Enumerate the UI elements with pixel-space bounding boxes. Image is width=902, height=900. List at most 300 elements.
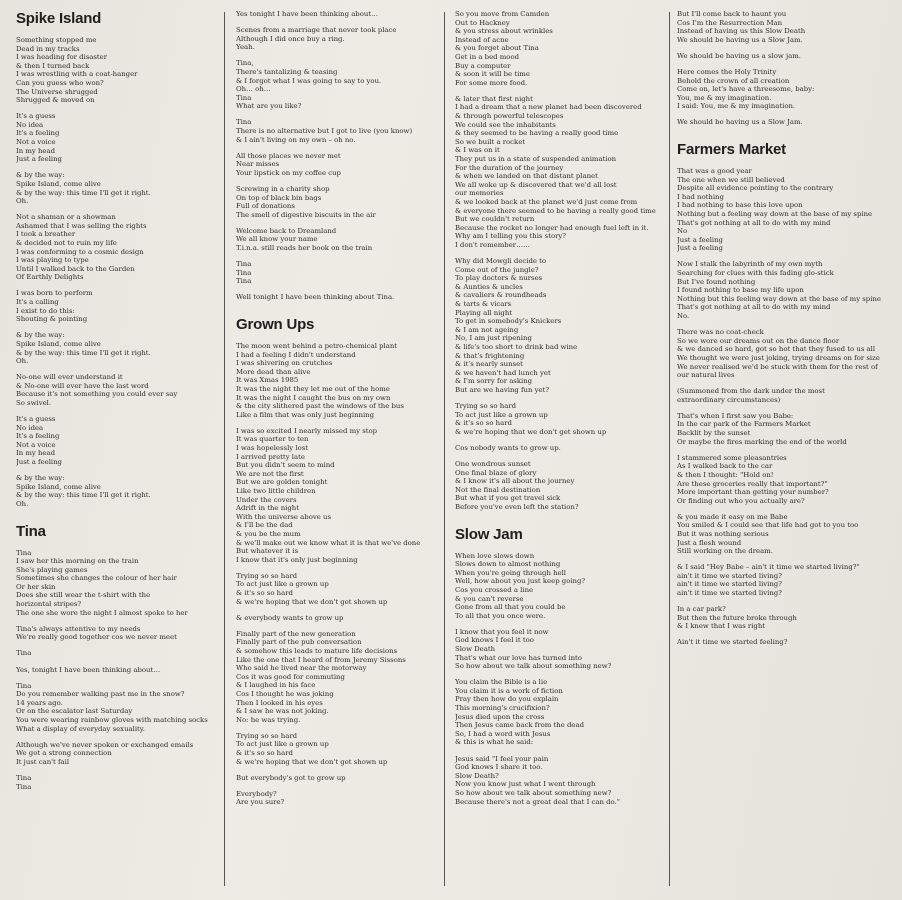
lyric-line: But everybody's got to grow up [236,773,346,782]
lyric-line: Do you remember walking past me in the snow? [16,690,185,699]
lyric-line: Or maybe the fires marking the end of the world [677,437,847,446]
lyric-line: Then Jesus came back from the dead [455,721,584,730]
lyric-line: Slow Death [455,645,496,653]
lyric-line: But you didn't seem to mind [236,461,335,470]
lyric-line: I had nothing to base this love upon [677,201,803,210]
lyric-line: No, I am just ripening [455,334,532,343]
lyric-line: Ain't it time we started feeling? [677,638,788,647]
stanza [236,293,450,302]
lyric-line: Your lipstick on my coffee cup [236,168,341,177]
stanza [16,213,230,282]
lyric-line: & that's frightening [455,351,525,360]
lyric-line: & you be the mum [236,530,301,538]
lyric-line: & I said "Hey Babe – ain't it time we started living?" [677,563,860,572]
stanza [455,444,669,453]
lyric-line: Something stopped me [16,36,97,44]
lyric-line: & the city slithered past the windows of the bus [236,402,404,411]
lyric-line: Or finding out who you actually are? [677,496,805,505]
stanza [677,605,891,631]
lyric-line: It's a guess [16,415,56,424]
lyric-line: & I was on it [455,146,500,155]
lyric-line: & you stress about wrinkles [455,27,553,36]
lyric-line: Finally part of the new generation [236,629,356,638]
lyrics-column-3 [455,10,669,820]
lyric-line: & you can't reverse [455,594,524,603]
stanza [677,454,891,506]
lyric-line: The smell of digestive biscuits in the air [236,210,376,219]
lyric-line: When you're going through hell [455,568,567,577]
lyric-line: That was a good year [677,167,752,176]
lyric-line: With the universe above us [236,512,331,521]
lyric-line: The Universe shrugged [16,87,98,96]
lyric-line: Cos you crossed a line [455,585,534,594]
lyric-line: Although I did once buy a ring. [236,34,345,43]
stanza [236,185,450,219]
lyric-line: Here comes the Holy Trinity [677,67,777,76]
lyric-line: You claim it is a work of fiction [455,686,563,695]
lyric-line: Tina [236,260,252,269]
lyric-line: In my head [16,449,56,458]
lyric-line: I don't remember…… [455,240,530,249]
lyric-line: We should be having us a Slow Jam. [677,35,803,44]
lyric-line: Oh. [16,499,29,508]
lyric-line: Who said he lived near the motorway [236,664,367,673]
lyric-line: Although we've never spoken or exchanged emails [16,740,194,749]
lyric-line: You were wearing rainbow gloves with matching socks [16,716,208,724]
stanza [677,638,891,647]
lyric-line: Tina, [236,59,254,68]
lyric-line: The moon went behind a petro-chemical plant [236,342,398,351]
song-block [16,523,230,792]
lyric-line: Everybody? [236,789,277,798]
lyric-line: Trying so so hard [236,571,298,580]
lyric-line: Of Earthly Delights [16,273,84,282]
lyric-line: Not a voice [16,440,56,449]
lyric-line: Spike Island, come alive [16,482,101,491]
lyric-line: Spike Island, come alive [16,339,101,348]
lyric-line: So we wore our dreams out on the dance floor [677,336,840,345]
lyric-line: Now I stalk the labyrinth of my own myth [677,260,823,269]
lyric-line: Buy a computer [455,61,511,70]
lyric-line: Not the final destination [455,485,541,494]
stanza [236,630,450,725]
stanza [677,10,891,44]
song-block [16,10,230,509]
lyric-line: Tina [16,782,32,791]
lyric-line: When love slows down [455,551,535,560]
lyric-line: You claim the Bible is a lie [455,678,548,687]
lyric-line: Welcome back to Dreamland [236,226,337,235]
song-block [455,526,669,807]
lyric-line: Not a voice [16,138,56,147]
lyric-line: & we'll make out we know what it is that we've done [236,538,421,547]
lyric-line: On top of black bin bags [236,193,322,202]
lyric-line: Oh. [16,197,29,206]
lyric-line: Or her skin [16,582,56,591]
lyric-line: In a car park? [677,605,726,614]
lyric-line: (Summoned from the dark under the most [677,387,825,396]
lyric-line: Tina [236,268,252,277]
song-title: Farmers Market [677,141,786,159]
lyric-line: Instead of having us this Slow Death [677,27,806,36]
stanza [236,118,450,144]
lyric-line: Get in a bed mood [455,52,520,61]
lyric-line: & I forgot what I was going to say to you. [236,76,382,85]
stanza [16,474,230,508]
stanza [677,412,891,446]
lyric-line: ain't it time we started living? [677,580,782,589]
lyric-line: In the car park of the Farmers Market [677,420,811,429]
lyric-line: Just a feeling [16,155,62,164]
lyric-line: But are we having fun yet? [455,385,550,394]
stanza [16,549,230,618]
lyric-line: 14 years ago. [16,698,63,707]
lyric-line: We should be having us a slow jam. [677,51,801,60]
lyric-line: & tarts & vicars [455,300,512,308]
lyric-line: I stammered some pleasantries [677,453,787,462]
lyric-line: & life's too short to drink bad wine [455,342,578,351]
stanza [455,402,669,436]
lyric-line: We are not the first [236,469,304,478]
lyric-line: & No-one will ever have the last word [16,381,149,390]
lyric-line: Just a feeling [16,458,62,467]
stanza [236,260,450,286]
stanza [236,26,450,52]
lyric-line: We got a strong connection [16,749,112,758]
stanza [455,257,669,395]
lyric-line: As I walked back to the car [677,462,773,471]
lyric-line: But then the future broke through [677,613,797,622]
lyric-line: & I laughed in his face [236,681,316,690]
lyric-line: She's playing games [16,565,88,574]
lyric-line: That's when I first saw you Babe: [677,411,794,420]
lyric-line: To all that you once were. [455,611,546,620]
stanza [455,552,669,621]
lyric-line: Despite all evidence pointing to the contrary [677,184,834,193]
lyric-line: To act just like a grown up [236,580,329,589]
stanza [16,682,230,734]
lyric-line: Jesus died upon the cross [455,712,545,721]
lyric-line: The one she wore the night I almost spoke to her [16,608,188,617]
stanza [677,260,891,320]
lyric-line: Scenes from a marriage that never took place [236,26,397,35]
lyric-line: So how about we talk about something new? [455,788,612,797]
song-continuation [236,10,450,302]
song-continuation [455,10,669,512]
stanza [455,10,669,87]
lyric-line: It was Xmas 1985 [236,376,299,385]
lyric-line: Like a film that was only just beginning [236,410,375,419]
lyric-line: It's a guess [16,112,56,121]
lyric-line: Tina [16,548,32,557]
lyric-line: The one when we still believed [677,175,785,184]
lyric-line: & then I turned back [16,61,90,70]
lyric-line: & then I thought: "Hold on! [677,470,774,479]
lyric-line: We thought we were just joking, trying dreams on for size [677,353,880,362]
lyric-line: our memories [455,189,504,198]
lyric-line: horizontal stripes? [16,600,82,609]
lyric-line: It was the night I caught the bus on my own [236,393,391,402]
stanza [16,649,230,658]
stanza [236,59,450,111]
lyric-line: Tina [16,773,32,782]
lyric-line: So how about we talk about something new? [455,662,612,671]
stanza [677,167,891,253]
lyric-line: Cos I'm the Resurrection Man [677,18,783,27]
lyric-line: Dead in my tracks [16,44,80,53]
lyric-line: Ashamed that I was selling the rights [16,221,147,230]
stanza [16,774,230,791]
lyric-line: & it's so so hard [455,419,512,428]
lyric-line: But what if you get travel sick [455,494,561,503]
stanza [455,678,669,747]
lyric-line: God knows I feel it too [455,636,534,645]
lyric-line: It was quarter to ten [236,435,309,444]
lyric-line: Like two little children [236,487,316,496]
lyric-line: Does she still wear the t-shirt with the [16,591,151,600]
lyric-line: Well, how about you just keep going? [455,577,586,586]
lyric-line: Behold the crown of all creation [677,76,790,85]
lyric-line: Pray then how do you explain [455,695,559,704]
lyric-line: Just a feeling [677,235,723,244]
lyric-line: For some more food. [455,78,528,87]
lyric-line: It just can't fail [16,757,70,766]
lyric-line: There is no alternative but I got to live (you know) [236,127,413,136]
lyric-line: Full of donations [236,202,295,211]
lyric-line: Come on, let's have a threesome, baby: [677,85,815,94]
lyric-line: & later that first night [455,94,533,103]
lyrics-column-2 [236,10,450,821]
lyric-line: There's tantalizing & teasing [236,67,338,76]
lyric-line: Now you know just what I went through [455,780,596,789]
lyric-line: Playing all night [455,308,513,317]
lyric-line: Tina [236,93,252,102]
lyric-line: Tina [236,118,252,127]
stanza [236,614,450,623]
stanza [16,331,230,365]
lyric-line: But we couldn't return [455,215,535,224]
lyric-line: What are you like? [236,102,302,111]
lyric-line: That's what our love has turned into [455,653,582,662]
lyric-line: & it's so so hard [236,749,293,758]
stanza [677,118,891,127]
lyric-line: I know that you feel it now [455,627,549,636]
lyrics-column-1 [16,10,230,805]
lyric-line: So you move from Camden [455,10,550,18]
lyric-line: It was the night they let me out of the home [236,385,390,393]
lyric-line: Under the covers [236,495,297,504]
stanza [677,52,891,61]
lyric-line: & through powerful telescopes [455,112,564,121]
lyric-line: I had a feeling I didn't understand [236,350,356,359]
lyric-line: I arrived pretty late [236,452,305,461]
lyric-line: I was conforming to a cosmic design [16,247,144,256]
lyric-line: In my head [16,146,56,155]
lyric-line: Are these groceries really that important?" [677,479,828,488]
stanza [455,95,669,250]
stanza [16,741,230,767]
lyric-line: Still working on the dream. [677,547,773,556]
lyric-line: We all woke up & discovered that we'd all lost [455,180,617,189]
stanza [455,460,669,512]
lyric-line: & by the way: [16,474,65,483]
lyric-line: No idea [16,423,44,432]
lyric-line: Cos I thought he was joking [236,690,334,698]
lyric-line: I took a breather [16,230,76,239]
lyric-line: No: he was trying. [236,715,301,724]
lyric-line: Gone from all that you could be [455,603,566,612]
song-title: Tina [16,522,46,540]
lyric-line: But whatever it is [236,547,299,556]
lyric-line: & we danced so hard, got so hot that they fused to us all [677,345,876,354]
lyric-line: So we built a rocket [455,137,526,146]
lyric-line: Like the one that I heard of from Jeremy Sissons [236,655,406,664]
stanza [16,112,230,164]
lyric-line: Are you sure? [236,798,285,807]
lyric-line: No. [677,312,690,321]
stanza [16,373,230,407]
lyric-line: Because it's not something you could ever say [16,390,178,399]
lyric-line: More dead than alive [236,367,311,376]
lyric-line: & we looked back at the planet we'd just come from [455,197,638,206]
lyric-line: To get in somebody's Knickers [455,317,562,326]
lyric-line: For the duration of the journey [455,163,564,172]
lyric-line: & everybody wants to grow up [236,613,344,622]
lyric-line: That's got nothing at all to do with my mind [677,218,831,227]
lyric-line: Why did Mowgli decide to [455,257,547,266]
lyric-line: We never realised we'd be stuck with them for the rest of [677,362,878,371]
lyric-line: It's a feeling [16,129,60,138]
lyric-line: To play doctors & nurses [455,274,543,283]
lyric-line: & by the way: [16,331,65,340]
lyric-line: Shrugged & moved on [16,96,95,105]
lyric-line: To act just like a grown up [455,410,548,419]
lyric-line: I was heading for disaster [16,53,108,62]
lyric-line: We're really good together cos we never meet [16,633,177,642]
lyric-line: Until I walked back to the Garden [16,264,135,273]
lyric-line: More important than getting your number? [677,488,829,497]
lyric-line: & somehow this leads to mature life decisions [236,647,398,656]
lyric-line: & you forget about Tina [455,44,539,53]
lyric-line: Screwing in a charity shop [236,185,330,193]
lyric-line: Why am I telling you this story? [455,232,566,241]
lyric-line: Before you've even left the station? [455,502,579,511]
lyric-line: I was born to perform [16,289,93,298]
lyric-line: So swivel. [16,398,52,407]
lyric-line: & by the way: [16,171,65,180]
stanza [677,563,891,597]
lyric-line: our natural lives [677,371,735,380]
lyric-line: & it's so so hard [236,589,293,598]
lyric-line: That's got nothing at all to do with my mind [677,303,831,312]
lyric-line: But I'll come back to haunt you [677,10,787,18]
lyric-line: We should be having us a Slow Jam. [677,118,803,127]
lyric-line: Because the rocket no longer had enough fuel left in it. [455,223,649,232]
lyric-line: Spike Island, come alive [16,179,101,188]
lyric-line: Slow Death? [455,771,499,780]
lyric-line: Searching for clues with this fading glo-stick [677,269,834,278]
lyric-line: I know that it's only just beginning [236,555,358,564]
lyric-line: ain't it time we started living? [677,589,782,598]
lyric-line: & decided not to ruin my life [16,238,117,247]
stanza [236,10,450,19]
lyric-line: I was so excited I nearly missed my stop [236,426,378,435]
lyric-line: & they seemed to be having a really good time [455,129,619,138]
lyric-line: ain't it time we started living? [677,571,782,580]
stanza [455,755,669,807]
lyric-line: Nothing but a feeling way down at the base of my spine [677,210,873,218]
lyric-line: & we're hoping that we don't get shown up [455,427,607,436]
lyric-line: & I'll be the dad [236,521,293,530]
lyric-line: But we are golden tonight [236,478,328,487]
stanza [236,572,450,606]
lyric-line: & everyone there seemed to be having a really good time [455,206,656,215]
lyric-line: & by the way: this time I'll get it right. [16,348,151,357]
lyric-line: T.i.n.a. still reads her book on the train [236,244,373,253]
lyric-line: Yeah. [236,43,255,52]
lyric-line: & I'm sorry for asking [455,377,533,386]
lyric-line: & cavaliers & roundheads [455,291,547,300]
lyric-line: Cos nobody wants to grow up. [455,443,561,452]
lyric-line: & this is what he said: [455,738,534,747]
lyric-line: Near misses [236,160,280,169]
lyric-line: I was shivering on crutches [236,359,333,368]
lyric-line: Slows down to almost nothing [455,560,561,569]
lyric-line: & it's nearly sunset [455,360,523,369]
lyric-line: But I've found nothing [677,277,756,286]
lyric-line: Yes tonight I have been thinking about… [236,10,378,18]
lyric-line: extraordinary circumstances) [677,395,781,404]
lyric-line: Because there's not a great deal that I can do." [455,797,620,806]
lyric-line: & I know it's all about the journey [455,477,575,486]
lyric-line: Adrift in the night [236,504,299,513]
lyric-line: Oh… oh… [236,85,271,94]
stanza [16,36,230,105]
lyrics-column-4 [677,10,891,661]
lyric-line: It's a calling [16,298,59,307]
lyric-line: & by the way: this time I'll get it right. [16,491,151,500]
lyric-line: Well tonight I have been thinking about Tina. [236,293,395,302]
lyric-line: & I saw he was not joking. [236,707,329,716]
lyric-line: You, me & my imagination. [677,93,772,102]
stanza [236,427,450,565]
lyric-line: All those places we never met [236,151,341,160]
lyric-line: & by the way: this time I'll get it right. [16,188,151,197]
song-block [677,141,891,647]
lyric-line: Tina [236,277,252,286]
lyric-line: Then I looked in his eyes [236,698,323,707]
lyric-line: Shouting & pointing [16,315,88,324]
lyric-line: Sometimes she changes the colour of her hair [16,574,177,583]
lyric-line: Or on the escalator last Saturday [16,707,133,716]
stanza [236,152,450,178]
lyric-line: I found nothing to base my life upon [677,286,804,295]
stanza [236,227,450,253]
lyric-line: Finally part of the pub conversation [236,638,362,647]
stanza [16,666,230,675]
lyric-line: This morning's crucifixion? [455,704,550,713]
lyric-line: Trying so so hard [455,402,517,411]
lyric-line: & I knew that I was right [677,622,766,631]
lyric-line: Jesus said "I feel your pain [455,754,549,763]
stanza [16,625,230,642]
lyric-line: & we're hoping that we don't get shown up [236,597,388,606]
lyric-line: I was playing to type [16,256,89,265]
lyric-line: What a display of everyday sexuality. [16,724,145,733]
lyric-line: No idea [16,120,44,129]
lyric-line: Tina's always attentive to my needs [16,624,141,633]
lyric-line: We could see the inhabitants [455,120,556,129]
